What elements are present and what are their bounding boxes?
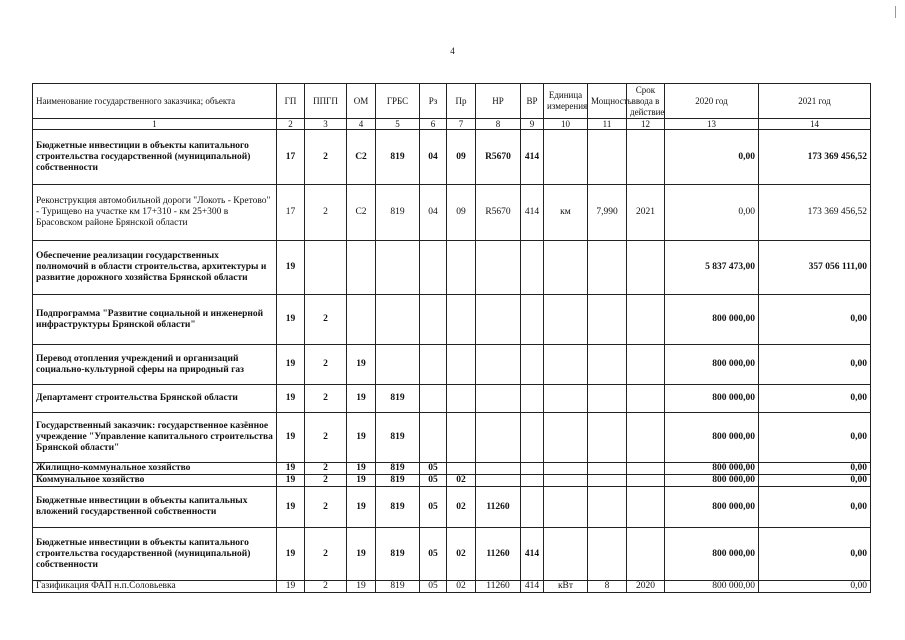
cell-pr: 02 — [447, 487, 476, 528]
cell-y2020: 800 000,00 — [665, 487, 759, 528]
cell-nr: R5670 — [476, 130, 521, 185]
cell-vr — [521, 295, 544, 345]
cell-y2020: 0,00 — [665, 185, 759, 241]
column-number: 5 — [376, 119, 420, 130]
cell-rz — [420, 345, 447, 385]
cell-pr: 09 — [447, 185, 476, 241]
cell-gp: 19 — [277, 241, 305, 295]
cell-name: Обеспечение реализации государственных полномочий в области строительства, архитектуры и развитие дорожного хозяйства Брянской области — [33, 241, 277, 295]
cell-y2021: 173 369 456,52 — [759, 185, 871, 241]
table-row — [33, 130, 871, 185]
cell-gp: 19 — [277, 295, 305, 345]
cell-rz: 05 — [420, 475, 447, 487]
cell-grbs: 819 — [376, 475, 420, 487]
cell-om: 19 — [347, 581, 376, 593]
page-number: 4 — [450, 46, 455, 56]
column-number: 9 — [521, 119, 544, 130]
cell-y2020: 800 000,00 — [665, 345, 759, 385]
cell-rz: 04 — [420, 185, 447, 241]
cell-name: Реконструкция автомобильной дороги "Локоть - Кретово" - Турищево на участке км 17+310 - км 25+300 в Брасовском районе Брянской области — [33, 185, 277, 241]
cell-ppgp: 2 — [305, 475, 347, 487]
cell-om: 19 — [347, 487, 376, 528]
cell-pr — [447, 295, 476, 345]
cell-y2020: 800 000,00 — [665, 528, 759, 581]
cell-rz: 05 — [420, 463, 447, 475]
table-row — [33, 413, 871, 463]
cell-name: Перевод отопления учреждений и организаций социально-культурной сферы на природный газ — [33, 345, 277, 385]
cell-unit — [544, 241, 588, 295]
cell-y2021: 0,00 — [759, 413, 871, 463]
cell-vr: 414 — [521, 185, 544, 241]
cell-unit — [544, 130, 588, 185]
cell-om: 19 — [347, 528, 376, 581]
cell-name: Бюджетные инвестиции в объекты капитального строительства государственной (муниципальной) собственности — [33, 528, 277, 581]
cell-pr — [447, 385, 476, 413]
cell-unit — [544, 345, 588, 385]
cell-nr — [476, 295, 521, 345]
table-row — [33, 581, 871, 593]
cell-gp: 19 — [277, 528, 305, 581]
cell-grbs: 819 — [376, 130, 420, 185]
cell-rz: 05 — [420, 581, 447, 593]
cell-name: Бюджетные инвестиции в объекты капитального строительства государственной (муниципальной) собственности — [33, 130, 277, 185]
cell-grbs: 819 — [376, 185, 420, 241]
cell-om: 19 — [347, 413, 376, 463]
table-row — [33, 385, 871, 413]
cell-pr — [447, 345, 476, 385]
cell-grbs: 819 — [376, 413, 420, 463]
cell-y2021: 0,00 — [759, 581, 871, 593]
cell-power — [588, 463, 627, 475]
column-numbers-row — [33, 119, 871, 130]
col-header-nr: НР — [476, 84, 521, 119]
cell-vr — [521, 345, 544, 385]
cell-unit — [544, 413, 588, 463]
cell-rz — [420, 241, 447, 295]
cell-vr — [521, 487, 544, 528]
cell-ppgp: 2 — [305, 413, 347, 463]
cell-term — [627, 345, 665, 385]
cell-nr — [476, 463, 521, 475]
col-header-2021: 2021 год — [759, 84, 871, 119]
cell-power: 8 — [588, 581, 627, 593]
cell-vr: 414 — [521, 130, 544, 185]
cell-name: Бюджетные инвестиции в объекты капитальных вложений государственной собственности — [33, 487, 277, 528]
col-header-term: Срок ввода в действие — [627, 84, 665, 119]
cell-name: Коммунальное хозяйство — [33, 475, 277, 487]
cell-term: 2021 — [627, 185, 665, 241]
cell-term — [627, 130, 665, 185]
cell-y2021: 0,00 — [759, 385, 871, 413]
col-header-pr: Пр — [447, 84, 476, 119]
cell-grbs — [376, 345, 420, 385]
cell-y2020: 800 000,00 — [665, 295, 759, 345]
cell-vr — [521, 413, 544, 463]
cell-y2021: 0,00 — [759, 475, 871, 487]
cell-pr — [447, 241, 476, 295]
cell-om: 19 — [347, 385, 376, 413]
cell-nr — [476, 241, 521, 295]
cell-unit — [544, 463, 588, 475]
cell-term — [627, 241, 665, 295]
table-row — [33, 295, 871, 345]
column-number: 1 — [33, 119, 277, 130]
table-row — [33, 185, 871, 241]
cell-vr — [521, 385, 544, 413]
cell-nr — [476, 345, 521, 385]
cell-pr: 02 — [447, 528, 476, 581]
cell-unit — [544, 528, 588, 581]
cell-gp: 19 — [277, 345, 305, 385]
cell-vr: 414 — [521, 581, 544, 593]
cell-ppgp: 2 — [305, 528, 347, 581]
cell-gp: 17 — [277, 130, 305, 185]
cell-y2021: 0,00 — [759, 295, 871, 345]
cell-grbs: 819 — [376, 581, 420, 593]
cell-nr: R5670 — [476, 185, 521, 241]
cell-ppgp: 2 — [305, 385, 347, 413]
cell-om — [347, 241, 376, 295]
cell-ppgp: 2 — [305, 345, 347, 385]
col-header-2020: 2020 год — [665, 84, 759, 119]
cell-power — [588, 385, 627, 413]
cell-term — [627, 487, 665, 528]
cell-name: Государственный заказчик: государственное казённое учреждение "Управление капитального строительства Брянской области" — [33, 413, 277, 463]
cell-unit — [544, 295, 588, 345]
cell-om: 19 — [347, 475, 376, 487]
cell-y2021: 0,00 — [759, 345, 871, 385]
cell-nr — [476, 385, 521, 413]
table-row — [33, 345, 871, 385]
cell-om — [347, 295, 376, 345]
cell-om: С2 — [347, 185, 376, 241]
cell-vr — [521, 463, 544, 475]
cell-rz: 04 — [420, 130, 447, 185]
cell-term — [627, 463, 665, 475]
cell-power — [588, 413, 627, 463]
header-row — [33, 84, 871, 119]
cell-y2021: 173 369 456,52 — [759, 130, 871, 185]
cell-name: Подпрограмма "Развитие социальной и инженерной инфраструктуры Брянской области" — [33, 295, 277, 345]
col-header-name: Наименование государственного заказчика; объекта — [33, 84, 277, 119]
cell-gp: 19 — [277, 581, 305, 593]
col-header-power: Мощность — [588, 84, 627, 119]
col-header-ppgp: ППГП — [305, 84, 347, 119]
cell-power — [588, 241, 627, 295]
cell-term — [627, 295, 665, 345]
cell-y2021: 0,00 — [759, 528, 871, 581]
cell-ppgp: 2 — [305, 463, 347, 475]
cell-ppgp: 2 — [305, 295, 347, 345]
cell-y2020: 800 000,00 — [665, 463, 759, 475]
cell-rz — [420, 413, 447, 463]
budget-table — [32, 83, 871, 593]
table-row — [33, 475, 871, 487]
table-row — [33, 487, 871, 528]
column-number: 3 — [305, 119, 347, 130]
cell-pr: 02 — [447, 581, 476, 593]
cell-vr — [521, 241, 544, 295]
cell-grbs: 819 — [376, 385, 420, 413]
cell-vr — [521, 475, 544, 487]
cell-rz: 05 — [420, 528, 447, 581]
cell-om: 19 — [347, 463, 376, 475]
cell-unit — [544, 475, 588, 487]
cell-term: 2020 — [627, 581, 665, 593]
cell-term — [627, 385, 665, 413]
table-row — [33, 528, 871, 581]
cell-rz — [420, 295, 447, 345]
cell-power — [588, 475, 627, 487]
cell-grbs: 819 — [376, 528, 420, 581]
cell-power — [588, 528, 627, 581]
cell-gp: 19 — [277, 463, 305, 475]
cell-nr: 11260 — [476, 581, 521, 593]
cell-ppgp: 2 — [305, 581, 347, 593]
col-header-vr: ВР — [521, 84, 544, 119]
column-number: 11 — [588, 119, 627, 130]
cell-term — [627, 475, 665, 487]
cell-y2020: 0,00 — [665, 130, 759, 185]
column-number: 2 — [277, 119, 305, 130]
cell-term — [627, 528, 665, 581]
cell-om: 19 — [347, 345, 376, 385]
cell-grbs: 819 — [376, 487, 420, 528]
cell-unit — [544, 487, 588, 528]
cell-term — [627, 413, 665, 463]
cell-pr — [447, 463, 476, 475]
column-number: 10 — [544, 119, 588, 130]
col-header-om: ОМ — [347, 84, 376, 119]
cell-name: Жилищно-коммунальное хозяйство — [33, 463, 277, 475]
cell-nr: 11260 — [476, 528, 521, 581]
cell-gp: 19 — [277, 385, 305, 413]
table-row — [33, 241, 871, 295]
cell-ppgp — [305, 241, 347, 295]
page-edge-mark — [895, 6, 896, 18]
cell-unit: км — [544, 185, 588, 241]
col-header-grbs: ГРБС — [376, 84, 420, 119]
cell-y2021: 357 056 111,00 — [759, 241, 871, 295]
cell-unit — [544, 385, 588, 413]
cell-gp: 19 — [277, 487, 305, 528]
cell-grbs: 819 — [376, 463, 420, 475]
cell-y2021: 0,00 — [759, 463, 871, 475]
cell-pr: 02 — [447, 475, 476, 487]
cell-rz — [420, 385, 447, 413]
cell-ppgp: 2 — [305, 487, 347, 528]
cell-rz: 05 — [420, 487, 447, 528]
cell-nr — [476, 413, 521, 463]
cell-y2020: 800 000,00 — [665, 581, 759, 593]
cell-ppgp: 2 — [305, 130, 347, 185]
cell-name: Департамент строительства Брянской области — [33, 385, 277, 413]
cell-nr: 11260 — [476, 487, 521, 528]
column-number: 14 — [759, 119, 871, 130]
column-number: 13 — [665, 119, 759, 130]
cell-name: Газификация ФАП н.п.Соловьевка — [33, 581, 277, 593]
cell-nr — [476, 475, 521, 487]
cell-y2020: 5 837 473,00 — [665, 241, 759, 295]
column-number: 8 — [476, 119, 521, 130]
column-number: 7 — [447, 119, 476, 130]
column-number: 4 — [347, 119, 376, 130]
cell-y2020: 800 000,00 — [665, 385, 759, 413]
cell-power — [588, 345, 627, 385]
cell-power — [588, 130, 627, 185]
col-header-unit: Единица измерения — [544, 84, 588, 119]
cell-unit: кВт — [544, 581, 588, 593]
cell-vr: 414 — [521, 528, 544, 581]
cell-y2020: 800 000,00 — [665, 413, 759, 463]
cell-om: С2 — [347, 130, 376, 185]
cell-gp: 19 — [277, 413, 305, 463]
cell-ppgp: 2 — [305, 185, 347, 241]
cell-grbs — [376, 295, 420, 345]
cell-gp: 17 — [277, 185, 305, 241]
cell-y2021: 0,00 — [759, 487, 871, 528]
table-row — [33, 463, 871, 475]
col-header-rz: Рз — [420, 84, 447, 119]
cell-pr — [447, 413, 476, 463]
cell-power — [588, 295, 627, 345]
cell-y2020: 800 000,00 — [665, 475, 759, 487]
column-number: 6 — [420, 119, 447, 130]
cell-gp: 19 — [277, 475, 305, 487]
cell-pr: 09 — [447, 130, 476, 185]
cell-grbs — [376, 241, 420, 295]
cell-power: 7,990 — [588, 185, 627, 241]
column-number: 12 — [627, 119, 665, 130]
cell-power — [588, 487, 627, 528]
col-header-gp: ГП — [277, 84, 305, 119]
